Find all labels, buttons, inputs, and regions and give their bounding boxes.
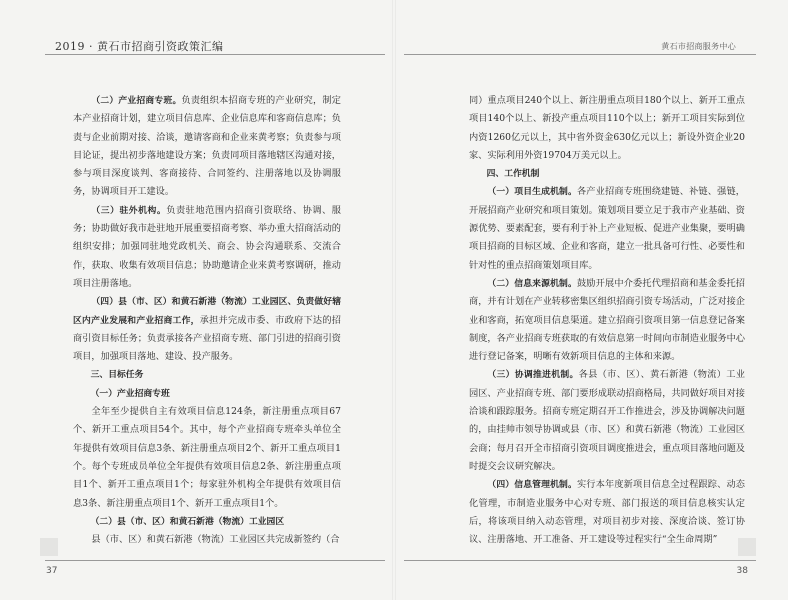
page-number-right: 38 [736,566,748,576]
paragraph [73,293,341,366]
subsection-title: （一）产业招商专班 [90,388,170,399]
paragraph-lead: （一）项目生成机制。 [487,187,577,198]
paragraph-text: 实行本年度新项目信息全过程跟踪、动态化管理，市制造业服务中心对专班、部门报送的项目信息核实认定后，将该项目纳入动态管理，对项目初步对接、深度洽谈、签订协议、注册落地、开工准备、开工建设等过程实行“全生命周期” [469,479,745,546]
footer-rule-left [45,560,385,561]
paragraph-lead: （二）信息来源机制。 [487,278,577,289]
paragraph-text: 负责组织本招商专班的产业研究，制定本产业招商计划，建立项目信息库、企业信息库和客商信息库；负责与企业前期对接、洽谈，邀请客商和企业来黄考察；负责参与项目论证，提出初步落地建设方案；负责同项目落地辖区沟通对接，参与项目深度谈判、客商接待、合同签约、注册落地以及协调服务，协调项目开工建设。 [73,95,341,198]
section-title: 三、目标任务 [90,370,144,381]
paragraph-text: 承担并完成市委、市政府下达的招商引资目标任务；负责承接各产业招商专班、部门引进的招商引资项目，加强项目落地、建设、投产服务。 [73,314,341,363]
right-page-body [469,92,745,549]
paragraph-lead: （四）县（市、区）和黄石新港（物流）工业园区、负责做好辖区内产业发展和产业招商工作， [73,297,341,326]
paragraph [469,275,745,366]
subsection-title: （二）县（市、区）和黄石新港（物流）工业园区 [90,516,285,527]
page-number-left: 37 [46,566,58,576]
paragraph-continuation: 同）重点项目240个以上、新注册重点项目180个以上、新开工重点项目140个以上、新投产重点项目110个以上；新开工项目实际到位内资1260亿元以上，其中省外资金630亿元以上；新设外资企业20家、实际利用外资19704万美元以上。 [469,95,745,161]
paragraph [73,202,341,293]
paragraph-text: 负责驻地范围内招商引资联络、协调、服务；协助做好我市赴驻地开展重要招商考察、举办重大招商活动的组织安排；加强同驻地党政机关、商会、协会沟通联系、交流合作，获取、收集有效项目信息；协助邀请企业来黄考察调研，推动项目注册落地。 [73,204,341,289]
paragraph: 全年至少提供自主有效项目信息124条，新注册重点项目67个、新开工重点项目54个。其中，每个产业招商专班牵头单位全年提供有效项目信息3条、新注册重点项目2个、新开工重点项目1个。每个专班成员单位全年提供有效项目信息2条、新注册重点项目1个、新开工重点项目1个；每家驻外机构全年提供有效项目信息3条、新注册重点项目1个、新开工重点项目1个。 [73,406,341,509]
left-page-body [73,92,341,549]
paragraph: 县（市、区）和黄石新港（物流）工业园区共完成新签约（合 [91,534,340,546]
running-header-left: 2019 · 黄石市招商引资政策汇编 [55,40,224,53]
page-corner-tab-left [40,538,58,556]
paragraph [469,183,745,274]
paragraph [73,92,341,202]
section-title: 四、工作机制 [486,169,540,180]
paragraph [469,476,745,549]
header-rule-left [45,54,385,55]
page-corner-tab-right [738,538,756,556]
paragraph-text: 鼓励开展中介委托代理招商和基金委托招商，并有计划在产业转移密集区组织招商引资专场活动，广泛对接企业和客商，拓宽项目信息渠道。建立招商引资项目第一信息登记备案制度，各产业招商专班获取的有效信息第一时间向市制造业服务中心进行登记备案，明晰有效新项目信息的主体和来源。 [469,277,745,363]
paragraph-text: 各产业招商专班围绕建链、补链、强链，开展招商产业研究和项目策划。策划项目要立足于我市产业基础、资源优势、要素配套，要有利于补上产业短板、促进产业集聚，要明确项目招商的目标区域、企业和客商，建立一批具备可行性、必要性和针对性的重点招商策划项目库。 [469,186,745,271]
running-header-right: 黄石市招商服务中心 [661,42,736,51]
paragraph-lead: （四）信息管理机制。 [487,480,577,491]
paragraph-lead: （二）产业招商专班。 [91,96,182,106]
paragraph-lead: （三）驻外机构。 [91,205,167,216]
footer-rule-right [404,560,756,561]
header-rule-right [404,54,756,55]
paragraph [469,366,745,476]
book-gutter [392,0,396,600]
paragraph-lead: （三）协调推进机制。 [487,370,579,381]
paragraph-text: 各县（市、区）、黄石新港（物流）工业园区、产业招商专班、部门要形成联动招商格局，共同做好项目对接洽谈和跟踪服务。招商专班定期召开工作推进会，涉及协调解决问题的，由挂帅市领导协调或县（市、区）和黄石新港（物流）工业园区会商；每月召开全市招商引资项目调度推进会，重点项目落地问题及时提交会议研究解决。 [469,369,745,472]
